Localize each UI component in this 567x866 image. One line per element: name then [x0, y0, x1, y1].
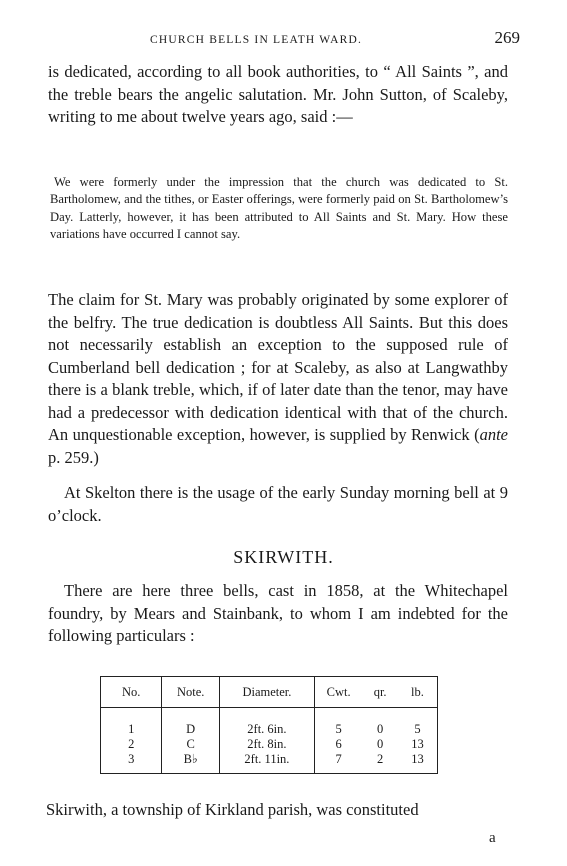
opening-paragraph: is dedicated, according to all book authorities, to “ All Saints ”, and the treble bears the angelic salutation. Mr. John Sutton, of Scaleby, writing to me about twelve years ago, said :—: [48, 62, 508, 126]
block-quote: We were formerly under the impression that the church was dedicated to St. Bartholomew, and the tithes, or Easter offerings, were formerly paid on St. Bartholomew’s Day. Latterly, however, it has been attributed to All Saints and St. Mary. How these variations have occurred I cannot say.: [50, 175, 508, 242]
cell-no: 1: [128, 722, 135, 736]
claim-tail: p. 259.): [48, 447, 99, 467]
catchword: a: [489, 830, 496, 846]
claim-paragraph: [48, 289, 508, 469]
section-heading: SKIRWITH.: [233, 547, 334, 567]
col-header-qr: qr.: [362, 677, 398, 708]
cell-qr: 0: [377, 722, 384, 736]
table-row: [101, 752, 438, 774]
cell-lb: 13: [411, 737, 424, 751]
cell-diameter: 2ft. 11in.: [219, 752, 314, 774]
skirwith-intro-paragraph: There are here three bells, cast in 1858, at the Whitechapel foundry, by Mears and Stainbank, to whom I am indebted for the following particulars :: [48, 581, 508, 645]
cell-qr: 2: [377, 752, 384, 766]
cell-cwt: 5: [314, 708, 362, 738]
cell-note: B♭: [162, 752, 220, 774]
page-number: 269: [494, 28, 520, 47]
table-header-row: [101, 677, 438, 708]
cell-cwt: 7: [314, 752, 362, 774]
col-header-cwt: Cwt.: [314, 677, 362, 708]
cell-lb: 13: [411, 752, 424, 766]
col-header-no: No.: [101, 677, 162, 708]
cell-note: C: [162, 737, 220, 752]
col-header-note: Note.: [162, 677, 220, 708]
cell-lb: 5: [414, 722, 421, 736]
claim-text: The claim for St. Mary was probably originated by some explorer of the belfry. The true dedication is doubtless All Saints. But this does not necessarily establish an exception to the supposed rule of Cumberland bell dedication ; for at Scaleby, as also at Langwathby there is a blank treble, which, if of later date than the tenor, may have had a predecessor with dedication identical with that of the church. An unquestionable exception, however, is supplied by Renwick (: [48, 290, 508, 444]
running-header: [150, 28, 520, 48]
ante-italic: ante: [479, 425, 508, 444]
col-header-diameter: Diameter.: [219, 677, 314, 708]
col-header-lb: lb.: [398, 677, 438, 708]
table-row: [101, 737, 438, 752]
closing-line: Skirwith, a township of Kirkland parish, was constituted: [46, 800, 419, 819]
cell-no: 3: [128, 752, 135, 766]
cell-diameter: 2ft. 8in.: [219, 737, 314, 752]
cell-cwt: 6: [314, 737, 362, 752]
cell-note: D: [162, 708, 220, 738]
cell-diameter: 2ft. 6in.: [219, 708, 314, 738]
running-title: CHURCH BELLS IN LEATH WARD.: [150, 34, 363, 46]
cell-no: 2: [128, 737, 135, 751]
table-row: [101, 708, 438, 738]
bell-table: [100, 676, 438, 774]
skelton-paragraph: At Skelton there is the usage of the early Sunday morning bell at 9 o’clock.: [48, 483, 508, 525]
cell-qr: 0: [377, 737, 384, 751]
